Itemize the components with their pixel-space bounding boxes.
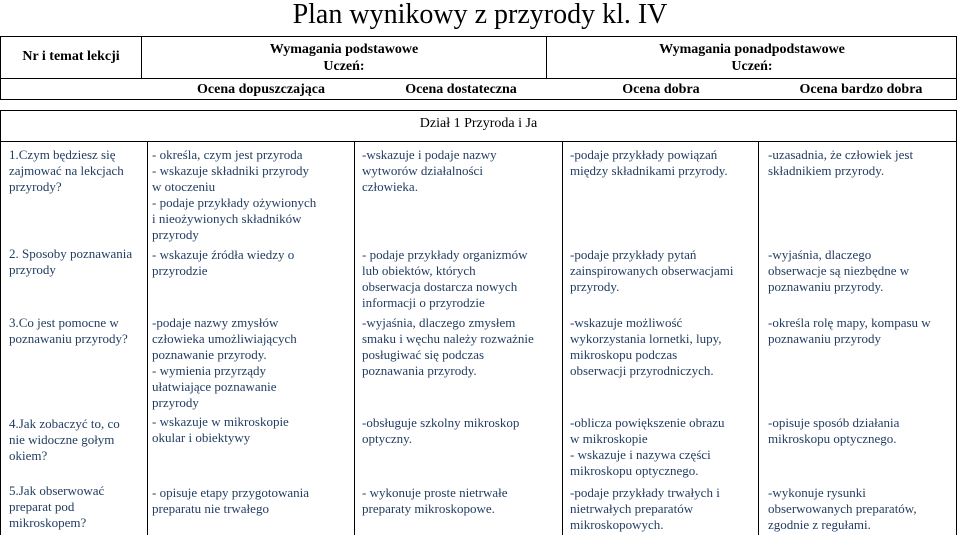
column-divider: [562, 142, 563, 535]
column-divider: [354, 142, 355, 535]
table-header: [0, 36, 957, 100]
lesson-topic: 4.Jak zobaczyć to, co nie widoczne gołym okiem?: [9, 416, 120, 463]
lesson-topic: 1.Czym będziesz się zajmować na lekcjach przyrody?: [9, 147, 124, 194]
header-advanced-requirements: Wymagania ponadpodstawowe: [659, 42, 845, 57]
requirement-very-good: -wyjaśnia, dlaczego obserwacje są niezbędne w poznawaniu przyrody.: [768, 247, 910, 294]
lesson-topic: 3.Co jest pomocne w poznawaniu przyrody?: [9, 315, 128, 346]
requirement-satisfactory: -wskazuje i podaje nazwy wytworów działalności człowieka.: [362, 147, 497, 194]
header-lesson-topic: Nr i temat lekcji: [22, 49, 120, 64]
column-divider: [147, 142, 148, 535]
requirement-sufficient: - wskazuje w mikroskopie okular i obiektywy: [152, 414, 289, 445]
requirement-satisfactory: -obsługuje szkolny mikroskop optyczny.: [362, 415, 520, 446]
requirement-sufficient: - opisuje etapy przygotowania preparatu nie trwałego: [152, 485, 310, 516]
requirement-satisfactory: - podaje przykłady organizmów lub obiektów, których obserwacja dostarcza nowych informacji o przyrodzie: [362, 247, 528, 310]
header-basic-requirements: Wymagania podstawowe: [269, 42, 419, 57]
header-advanced-student: Uczeń:: [731, 59, 773, 74]
requirement-sufficient: - wskazuje źródła wiedzy o przyrodzie: [152, 247, 295, 278]
requirement-good: -podaje przykłady trwałych i nietrwałych preparatów mikroskopowych.: [570, 485, 720, 532]
requirements-table: [0, 141, 957, 535]
requirement-good: -podaje przykłady powiązań między składnikami przyrody.: [570, 147, 728, 178]
requirement-very-good: -wykonuje rysunki obserwowanych preparatów, zgodnie z regułami.: [768, 485, 917, 532]
header-grade-good: Ocena dobra: [622, 82, 700, 97]
requirement-satisfactory: - wykonuje proste nietrwałe preparaty mikroskopowe.: [362, 485, 508, 516]
requirement-good: -podaje przykłady pytań zainspirowanych obserwacjami przyrody.: [570, 247, 734, 294]
lesson-topic: 2. Sposoby poznawania przyrody: [9, 246, 133, 277]
requirement-very-good: -określa rolę mapy, kompasu w poznawaniu przyrody: [768, 315, 931, 346]
column-divider: [758, 142, 759, 535]
requirement-very-good: -opisuje sposób działania mikroskopu optycznego.: [768, 415, 900, 446]
header-grade-sufficient: Ocena dopuszczająca: [197, 82, 325, 97]
requirement-good: -wskazuje możliwość wykorzystania lornetki, lupy, mikroskopu podczas obserwacji przyrodniczych.: [570, 315, 722, 378]
page-title: Plan wynikowy z przyrody kl. IV: [292, 0, 668, 30]
header-grade-very-good: Ocena bardzo dobra: [799, 82, 923, 97]
lesson-topic: 5.Jak obserwować preparat pod mikroskopem?: [9, 483, 105, 530]
header-grade-satisfactory: Ocena dostateczna: [405, 82, 517, 97]
section-heading: Dział 1 Przyroda i Ja: [0, 110, 957, 142]
requirement-satisfactory: -wyjaśnia, dlaczego zmysłem smaku i węchu należy rozważnie posługiwać się podczas poznawania przyrody.: [362, 315, 534, 378]
requirement-good: -oblicza powiększenie obrazu w mikroskopie - wskazuje i nazywa części mikroskopu optycznego.: [570, 415, 725, 478]
requirement-sufficient: -podaje nazwy zmysłów człowieka umożliwiających poznawanie przyrody. - wymienia przyrządy ułatwiające poznawanie przyrody: [152, 315, 297, 410]
header-basic-student: Uczeń:: [323, 59, 365, 74]
requirement-sufficient: - określa, czym jest przyroda - wskazuje składniki przyrody w otoczeniu - podaje przykłady ożywionych i nieożywionych składników przyrody: [152, 147, 317, 242]
requirement-very-good: -uzasadnia, że człowiek jest składnikiem przyrody.: [768, 147, 914, 178]
header-divider: [1, 78, 956, 79]
